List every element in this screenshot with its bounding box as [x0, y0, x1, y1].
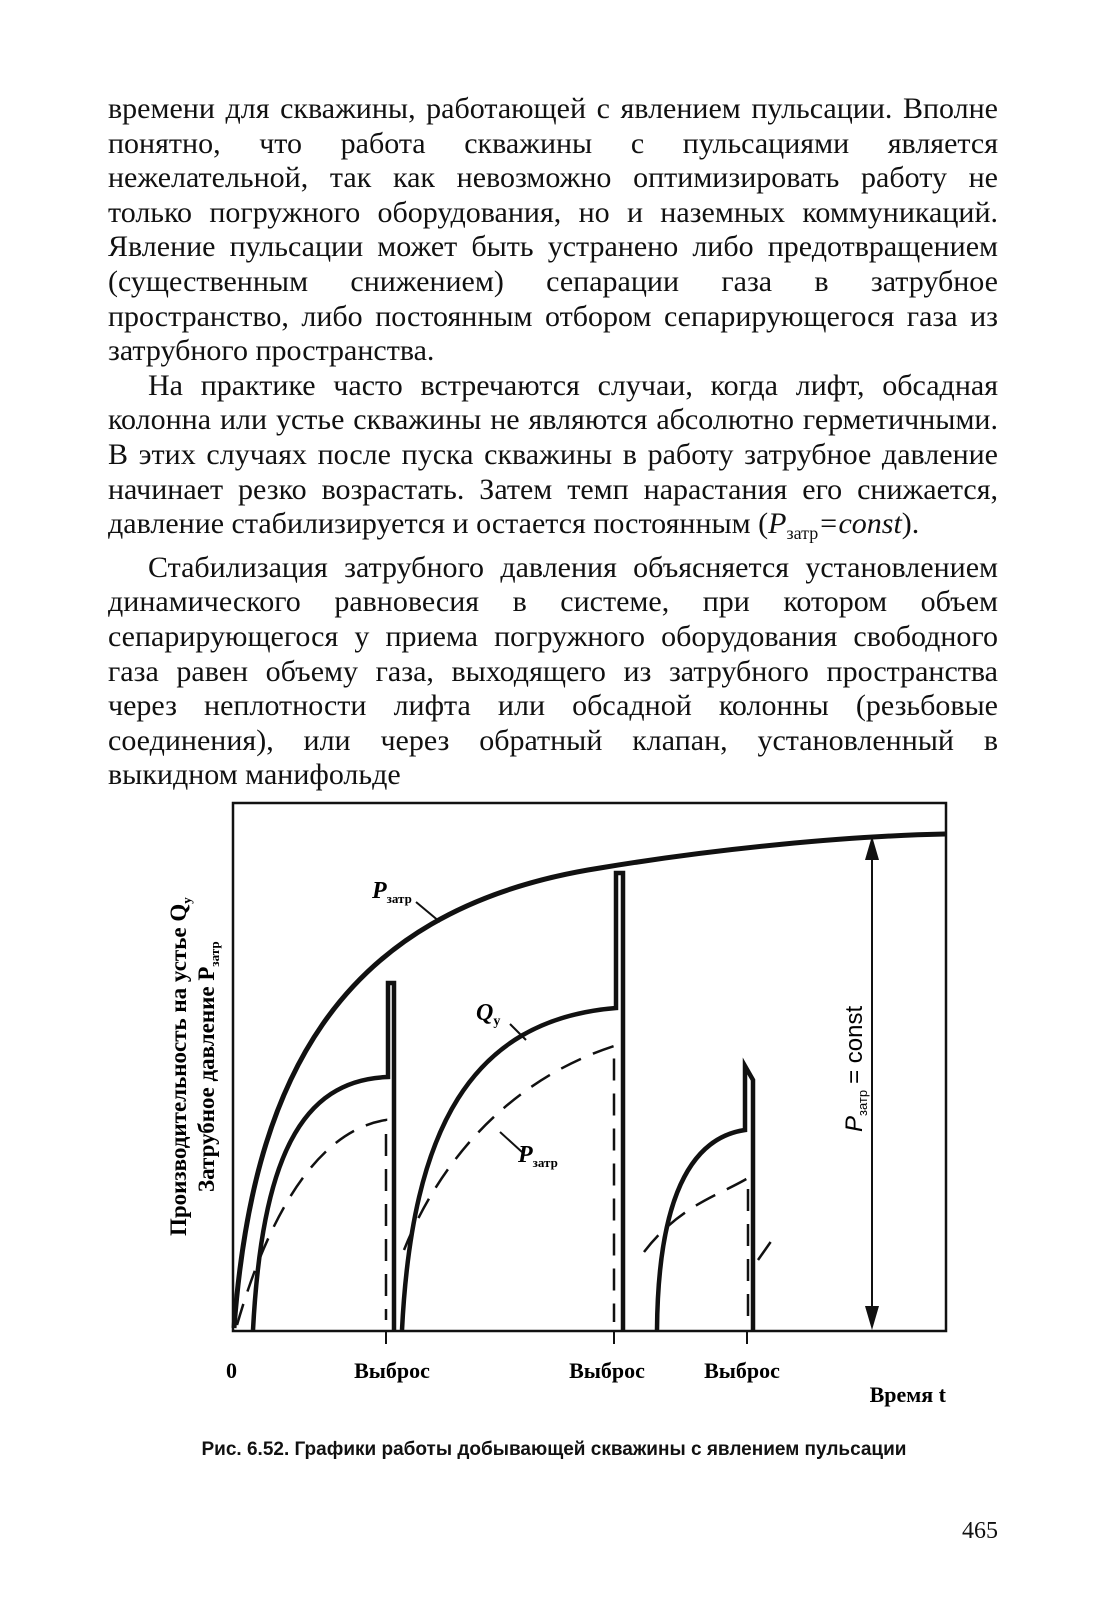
- x-event-label-2: Выброс: [569, 1358, 645, 1383]
- dashed-pressure-cycles: [237, 1046, 772, 1325]
- figure-caption: Рис. 6.52. Графики работы добывающей скважины с явлением пульсации: [201, 1439, 907, 1460]
- label-pzatr-top: $P_{затр}$: [372, 878, 412, 906]
- plot-frame: [233, 803, 946, 1331]
- const-text: =const: [818, 507, 902, 541]
- paragraph-2-text: На практике часто встречаются случаи, когда лифт, обсадная колонна или устье скважины не являются абсолютно герметичными. В этих случаях после пуска скважины в работу затрубное давление начинает резко возрастать. Затем темп нарастания его снижается, давление стабилизируется и остается постоянным (: [108, 368, 998, 541]
- paragraph-2-end: ).: [901, 507, 920, 541]
- event-ticks: [386, 1331, 747, 1344]
- x-event-label-3: Выброс: [704, 1358, 780, 1383]
- paragraph-3: Стабилизация затрубного давления объясняется установлением динамического равновесия в системе, при котором объем сепарирующегося у приема погружного оборудования свободного газа равен объему газа, выходящего из затрубного пространства через неплотности лифта или обсадной колонны (резьбовые соединения), или через обратный клапан, установленный в выкидном манифольде: [108, 550, 998, 792]
- y-axis-label-pressure: Затрубное давление $P_{затр}$: [194, 941, 222, 1192]
- pzatr-leader: [416, 902, 440, 922]
- y-axis-label-production: Производительность на устье $Q_у$: [166, 897, 194, 1236]
- paragraph-1: времени для скважины, работающей с явлением пульсации. Вполне понятно, что работа скважины с пульсациями является нежелательной, так как невозможно оптимизировать работу не только погружного оборудования, но и наземных коммуникаций. Явление пульсации может быть устранено либо предотвращением (существенным снижением) сепарации газа в затрубное пространство, либо постоянным отбором сепарирующегося газа из затрубного пространства.: [108, 92, 998, 368]
- q-curve-cycle-3: [657, 1066, 753, 1330]
- label-q: $Q_у$: [476, 1000, 501, 1029]
- page-number: 465: [962, 1518, 998, 1544]
- label-pzatr-const: $P_{затр}=$ const: [841, 1005, 870, 1132]
- q-curve-cycle-1: [253, 983, 394, 1330]
- const-arrow-head-bottom: [865, 1306, 879, 1330]
- p-subscript: затр: [786, 523, 819, 544]
- x-origin-label: 0: [226, 1358, 237, 1383]
- p-symbol: P: [768, 507, 787, 541]
- pzatr-curve: [234, 834, 945, 1328]
- label-pzatr-dashed: $P_{затр}$: [518, 1142, 558, 1170]
- x-event-label-1: Выброс: [354, 1358, 430, 1383]
- x-axis-label: Время t: [869, 1382, 946, 1407]
